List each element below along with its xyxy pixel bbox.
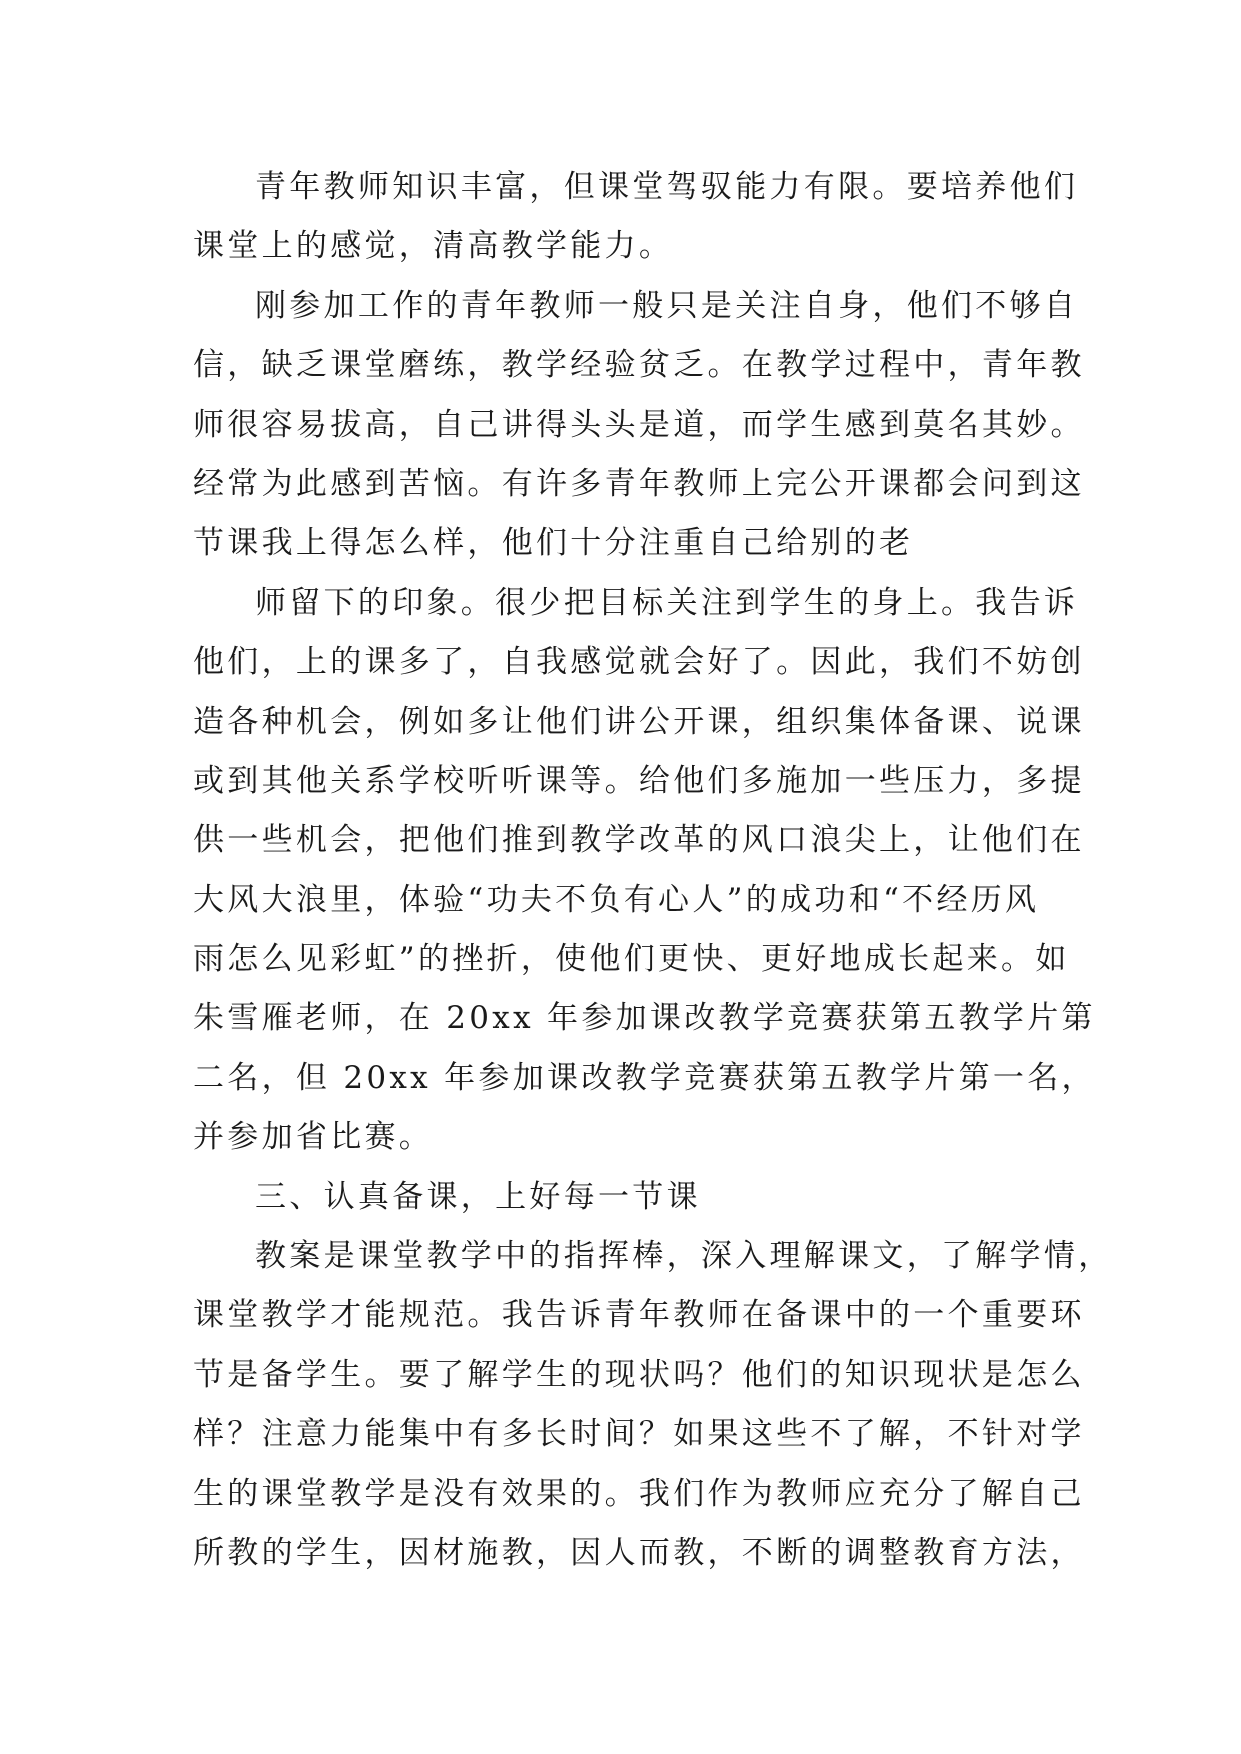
text-line: 师留下的印象。很少把目标关注到学生的身上。我告诉	[255, 584, 1079, 621]
text-line: 师很容易拔高，自己讲得头头是道，而学生感到莫名其妙。	[193, 406, 1085, 443]
text-line: 信，缺乏课堂磨练，教学经验贫乏。在教学过程中，青年教	[193, 347, 1085, 384]
text-line: 所教的学生，因材施教，因人而教，不断的调整教育方法，	[193, 1534, 1085, 1571]
text-line: 造各种机会，例如多让他们讲公开课，组织集体备课、说课	[193, 703, 1085, 740]
text-line: 大风大浪里，体验“功夫不负有心人”的成功和“不经历风	[193, 881, 1040, 918]
text-line: 节是备学生。要了解学生的现状吗？他们的知识现状是怎么	[193, 1356, 1085, 1393]
text-line: 三、认真备课，上好每一节课	[255, 1178, 701, 1215]
text-line: 供一些机会，把他们推到教学改革的风口浪尖上，让他们在	[193, 822, 1085, 859]
text-line: 朱雪雁老师，在 20xx 年参加课改教学竞赛获第五教学片第	[193, 1000, 1096, 1037]
text-line: 青年教师知识丰富，但课堂驾驭能力有限。要培养他们	[255, 169, 1079, 205]
text-line: 教案是课堂教学中的指挥棒，深入理解课文，了解学情，	[255, 1238, 1113, 1275]
text-line: 或到其他关系学校听听课等。给他们多施加一些压力，多提	[193, 762, 1085, 799]
text-line: 刚参加工作的青年教师一般只是关注自身，他们不够自	[255, 287, 1079, 324]
text-line: 节课我上得怎么样，他们十分注重自己给别的老	[193, 525, 914, 562]
text-line: 他们，上的课多了，自我感觉就会好了。因此，我们不妨创	[193, 644, 1085, 681]
text-line: 经常为此感到苦恼。有许多青年教师上完公开课都会问到这	[193, 465, 1085, 502]
text-line: 生的课堂教学是没有效果的。我们作为教师应充分了解自己	[193, 1475, 1085, 1512]
text-line: 雨怎么见彩虹”的挫折，使他们更快、更好地成长起来。如	[193, 941, 1070, 978]
body-text	[193, 158, 1113, 1583]
text-line: 课堂教学才能规范。我告诉青年教师在备课中的一个重要环	[193, 1297, 1085, 1334]
text-line: 课堂上的感觉，清高教学能力。	[193, 228, 674, 265]
text-line: 并参加省比赛。	[193, 1119, 434, 1156]
text-line: 样？注意力能集中有多长时间？如果这些不了解，不针对学	[193, 1416, 1085, 1453]
text-line: 二名，但 20xx 年参加课改教学竞赛获第五教学片第一名，	[193, 1059, 1096, 1096]
